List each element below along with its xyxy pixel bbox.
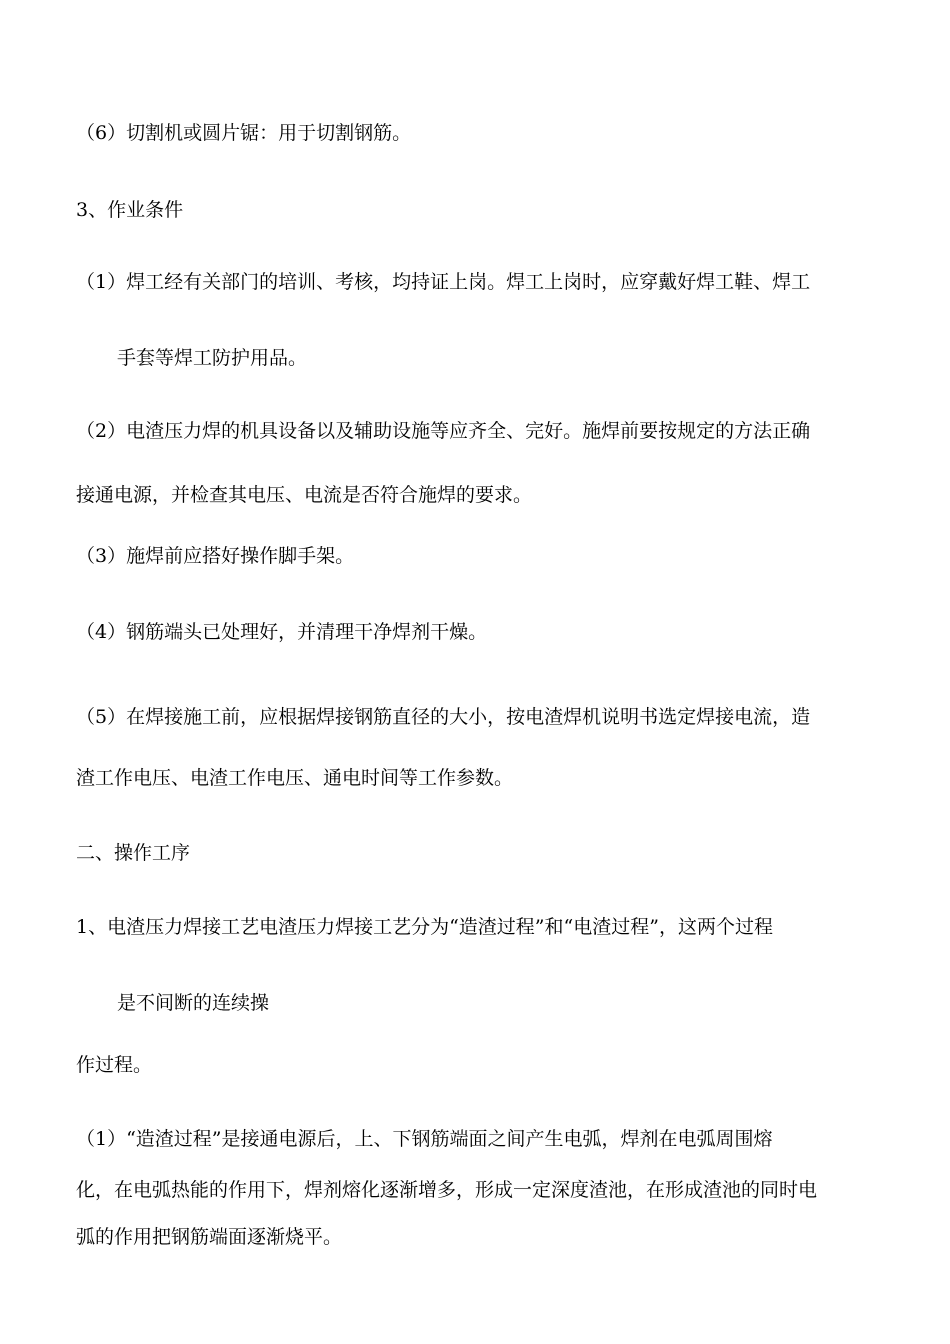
subitem-1-line-1: （1）“造渣过程”是接通电源后，上、下钢筋端面之间产生电弧，焊剂在电弧周围熔 [76, 1128, 773, 1150]
subitem-1-line-2: 化，在电弧热能的作用下，焊剂熔化逐渐增多，形成一定深度渣池，在形成渣池的同时电 [76, 1179, 818, 1201]
step-1-line-2: 是不间断的连续操 [117, 992, 270, 1014]
step-1-line-1: 1、电渣压力焊接工艺电渣压力焊接工艺分为“造渣过程”和“电渣过程”，这两个过程 [76, 916, 773, 938]
step-1-line-3: 作过程。 [76, 1054, 153, 1076]
item-4: （4）钢筋端头已处理好，并清理干净焊剂干燥。 [76, 621, 488, 643]
section-2-heading: 二、操作工序 [76, 842, 191, 864]
item-2-line-1: （2）电渣压力焊的机具设备以及辅助设施等应齐全、完好。施焊前要按规定的方法正确 [76, 420, 811, 442]
item-1-line-2: 手套等焊工防护用品。 [117, 347, 308, 369]
item-2-line-2: 接通电源，并检查其电压、电流是否符合施焊的要求。 [76, 484, 533, 506]
item-1-line-1: （1）焊工经有关部门的培训、考核，均持证上岗。焊工上岗时，应穿戴好焊工鞋、焊工 [76, 271, 811, 293]
subitem-1-line-3: 弧的作用把钢筋端面逐渐烧平。 [76, 1226, 343, 1248]
item-6-cutting-machine: （6）切割机或圆片锯：用于切割钢筋。 [76, 122, 412, 144]
item-5-line-2: 渣工作电压、电渣工作电压、通电时间等工作参数。 [76, 767, 514, 789]
section-3-heading: 3、作业条件 [76, 199, 184, 221]
item-3: （3）施焊前应搭好操作脚手架。 [76, 545, 355, 567]
item-5-line-1: （5）在焊接施工前，应根据焊接钢筋直径的大小，按电渣焊机说明书选定焊接电流，造 [76, 706, 811, 728]
